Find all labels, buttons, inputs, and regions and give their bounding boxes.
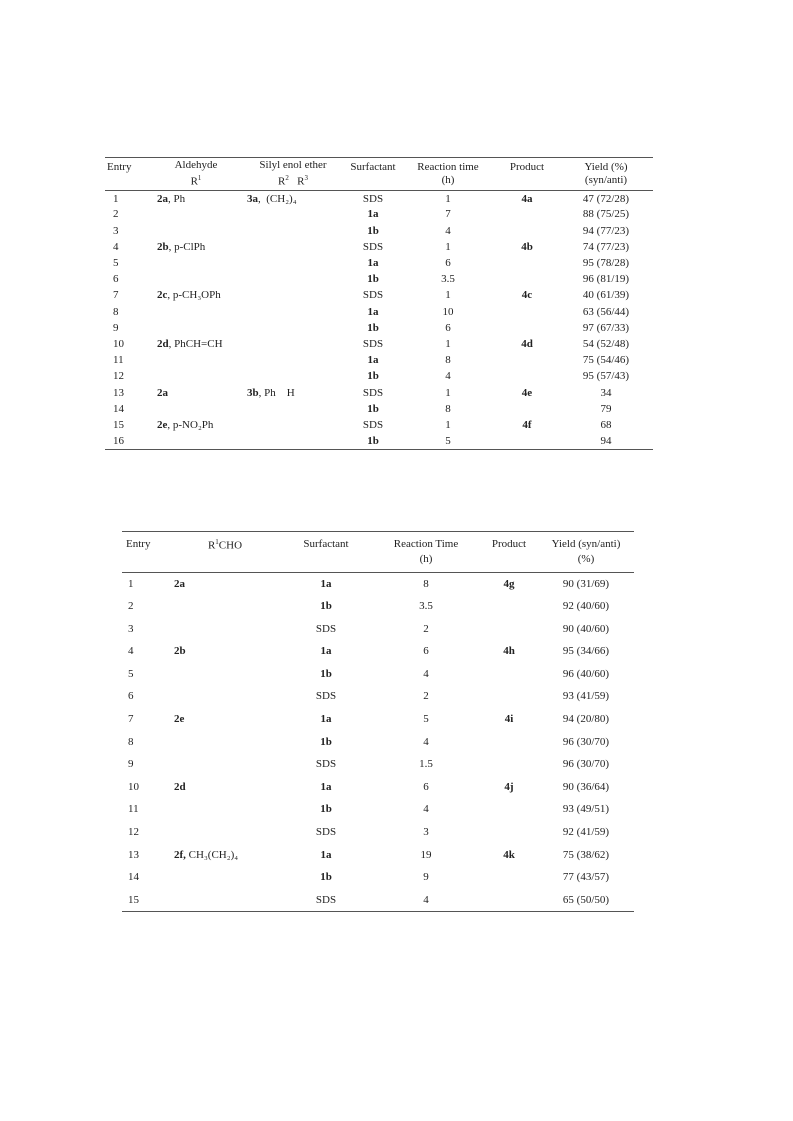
product-cell: 4i (504, 713, 514, 726)
entry-cell: 3 (113, 224, 119, 237)
header-surfactant: Surfactant (280, 532, 372, 573)
entry-cell: 7 (113, 289, 119, 302)
silyl-ether-cell (241, 223, 345, 239)
product-cell: 4d (521, 337, 533, 350)
reaction-time-cell: 6 (423, 645, 429, 658)
yield-cell: 92 (41/59) (562, 825, 610, 838)
aldehyde-label: 2b (174, 645, 186, 658)
silyl-ether-cell (241, 303, 345, 319)
table-row (122, 843, 634, 866)
yield-cell: 95 (78/28) (582, 257, 630, 269)
table-row (122, 595, 634, 618)
header-yield: Yield (syn/anti) (%) (538, 532, 634, 573)
surfactant-cell: 1a (320, 848, 332, 861)
product-cell (495, 352, 559, 368)
yield-cell: 92 (40/60) (562, 600, 610, 613)
surfactant-cell: SDS (362, 240, 384, 253)
entry-cell: 1 (113, 192, 119, 205)
reaction-time-cell: 3.5 (441, 273, 455, 286)
reaction-time-cell: 1 (445, 240, 451, 253)
surfactant-cell: 1b (367, 321, 379, 334)
table-row (105, 384, 653, 400)
yield-cell: 63 (56/44) (582, 305, 630, 318)
aldehyde-cell (170, 572, 280, 595)
surfactant-cell: 1b (320, 871, 332, 884)
surfactant-cell: 1b (320, 803, 332, 816)
product-cell (480, 595, 538, 618)
aldehyde-cell (151, 417, 241, 433)
yield-cell: 88 (75/25) (582, 208, 630, 221)
aldehyde-cell (151, 320, 241, 336)
reaction-time-cell: 2 (423, 690, 429, 703)
product-cell (495, 206, 559, 222)
surfactant-cell: 1b (367, 273, 379, 286)
table-row (105, 271, 653, 287)
yield-cell: 74 (77/23) (582, 240, 630, 253)
aldehyde-cell (151, 303, 241, 319)
silyl-ether-cell (241, 239, 345, 255)
header-reaction-time: Reaction Time (h) (372, 532, 480, 573)
yield-cell: 68 (600, 418, 612, 431)
silyl-ether-cell (241, 320, 345, 336)
surfactant-cell: SDS (315, 825, 337, 838)
reaction-time-cell: 1 (445, 418, 451, 431)
aldehyde-cell (170, 640, 280, 663)
product-cell (480, 888, 538, 911)
silyl-ether-cell (241, 368, 345, 384)
table-row (105, 401, 653, 417)
yield-cell: 94 (20/80) (562, 713, 610, 726)
surfactant-cell: 1a (367, 257, 379, 269)
table-row (122, 685, 634, 708)
header-rcho: $R^1CHO$ (170, 532, 280, 573)
entry-cell: 10 (128, 780, 139, 793)
reaction-time-cell: 1 (445, 386, 451, 399)
surfactant-cell: 1b (367, 224, 379, 237)
yield-cell: 96 (81/19) (582, 273, 630, 286)
silyl-ether-cell (241, 417, 345, 433)
yield-cell: 90 (36/64) (562, 780, 610, 793)
table-row (105, 206, 653, 222)
reaction-time-cell: 3 (423, 825, 429, 838)
entry-cell: 10 (113, 337, 124, 350)
surfactant-cell: 1a (320, 713, 332, 726)
entry-cell: 13 (113, 386, 124, 399)
surfactant-cell: 1a (367, 208, 379, 221)
table-row (105, 303, 653, 319)
yield-cell: 90 (31/69) (562, 577, 610, 590)
entry-cell: 1 (128, 577, 134, 590)
yield-cell: 97 (67/33) (582, 321, 630, 334)
reaction-time-cell: 1 (445, 192, 451, 205)
aldehyde-cell (151, 401, 241, 417)
header-aldehyde: Aldehyde $R^1$ (151, 158, 241, 191)
table-row (105, 239, 653, 255)
table-row (105, 287, 653, 303)
aldehyde-label: 2c (157, 289, 168, 302)
yield-cell: 96 (30/70) (562, 758, 610, 771)
surfactant-cell: SDS (362, 289, 384, 302)
entry-cell: 3 (128, 622, 134, 635)
silyl-ether-cell (241, 271, 345, 287)
entry-cell: 9 (113, 321, 119, 334)
silyl-ether-cell (241, 255, 345, 271)
aldehyde-label: 2a (174, 577, 185, 590)
reaction-time-cell: 5 (423, 713, 429, 726)
yield-cell: 34 (600, 386, 612, 399)
surfactant-cell: 1a (320, 645, 332, 658)
aldehyde-label: 2d (157, 337, 169, 350)
entry-cell: 16 (105, 433, 151, 449)
aldehyde-cell (151, 190, 241, 206)
surfactant-cell: SDS (362, 337, 384, 350)
aldehyde-cell (170, 685, 280, 708)
aldehyde-cell (170, 843, 280, 866)
aldehyde-cell (151, 352, 241, 368)
aldehyde-label: 2a (157, 386, 168, 399)
table-row (122, 866, 634, 889)
product-cell (480, 866, 538, 889)
surfactant-cell: 1a (320, 577, 332, 590)
aldehyde-cell (151, 271, 241, 287)
aldehyde-cell (170, 821, 280, 844)
aldehyde-cell (170, 708, 280, 731)
aldol-reaction-table-1 (105, 157, 653, 450)
table-row (122, 708, 634, 731)
yield-cell: 96 (30/70) (562, 735, 610, 748)
surfactant-cell: 1b (320, 600, 332, 613)
aldehyde-group: CH₃(CH₂)₄ (185, 848, 239, 861)
reaction-time-cell: 1.5 (419, 758, 433, 771)
entry-cell: 15 (113, 418, 124, 431)
aldehyde-cell (170, 663, 280, 686)
aldehyde-cell (151, 336, 241, 352)
product-cell: 4g (503, 577, 515, 590)
aldehyde-cell (151, 206, 241, 222)
aldehyde-cell (170, 595, 280, 618)
entry-cell: 6 (128, 690, 134, 703)
table-row (122, 753, 634, 776)
entry-cell: 2 (128, 600, 134, 613)
aldehyde-cell (151, 223, 241, 239)
header-entry: Entry (105, 158, 151, 191)
entry-cell: 5 (113, 257, 119, 269)
entry-cell: 13 (128, 848, 139, 861)
header-entry: Entry (122, 532, 170, 573)
silyl-ether-cell (241, 433, 345, 449)
entry-cell: 4 (113, 240, 119, 253)
product-cell (480, 821, 538, 844)
yield-cell: 95 (34/66) (562, 645, 610, 658)
yield-cell: 40 (61/39) (582, 289, 630, 302)
silyl-ether-label: 3a (247, 192, 258, 205)
aldehyde-cell (151, 433, 241, 449)
surfactant-cell: SDS (315, 622, 337, 635)
header-silyl-enol-ether: Silyl enol ether $R^2$ $R^3$ (241, 158, 345, 191)
header-yield: Yield (%) (syn/anti) (559, 158, 653, 191)
reaction-time-cell: 7 (445, 208, 451, 221)
entry-cell: 7 (128, 713, 134, 726)
surfactant-cell: 1a (367, 305, 379, 318)
entry-cell: 14 (113, 402, 124, 415)
yield-cell: 93 (49/51) (562, 803, 610, 816)
silyl-ether-cell (241, 206, 345, 222)
table-row (105, 223, 653, 239)
aldehyde-cell (170, 753, 280, 776)
yield-cell: 65 (50/50) (538, 888, 634, 911)
silyl-ether-cell (241, 287, 345, 303)
silyl-ether-label: 3b (247, 386, 259, 399)
product-cell (495, 303, 559, 319)
yield-cell: 54 (52/48) (582, 337, 630, 350)
surfactant-cell: 1a (320, 780, 332, 793)
aldehyde-group: , Ph (168, 192, 186, 205)
yield-cell: 95 (57/43) (582, 370, 630, 383)
product-cell (495, 320, 559, 336)
reaction-time-cell: 6 (445, 257, 451, 269)
table-row (105, 336, 653, 352)
table-row (122, 821, 634, 844)
entry-cell: 9 (128, 758, 134, 771)
table-2-body (122, 572, 634, 911)
product-cell (495, 401, 559, 417)
table-row (122, 663, 634, 686)
product-cell (480, 730, 538, 753)
table-row (122, 776, 634, 799)
aldehyde-cell (170, 866, 280, 889)
entry-cell: 11 (128, 803, 139, 816)
aldehyde-label: 2e (174, 713, 185, 726)
entry-cell: 8 (128, 735, 134, 748)
aldehyde-cell (170, 888, 280, 911)
yield-cell: 94 (559, 433, 653, 449)
entry-cell: 12 (128, 825, 139, 838)
surfactant-cell: 1b (320, 667, 332, 680)
surfactant-cell: 1b (367, 370, 379, 383)
table-1-header (105, 158, 653, 191)
reaction-time-cell: 1 (445, 337, 451, 350)
product-cell: 4k (503, 848, 515, 861)
reaction-time-cell: 8 (445, 402, 451, 415)
yield-cell: 79 (600, 402, 612, 415)
reaction-time-cell: 4 (423, 667, 429, 680)
surfactant-cell: SDS (362, 386, 384, 399)
yield-cell: 47 (72/28) (582, 192, 630, 205)
aldehyde-cell (170, 617, 280, 640)
reaction-time-cell: 4 (445, 370, 451, 383)
reaction-time-cell: 9 (423, 871, 429, 884)
aldehyde-cell (151, 239, 241, 255)
yield-cell: 75 (38/62) (562, 848, 610, 861)
product-cell: 4b (521, 240, 533, 253)
yield-cell: 96 (40/60) (562, 667, 610, 680)
surfactant-cell: 1a (367, 354, 379, 367)
reaction-time-cell: 4 (423, 735, 429, 748)
header-product: Product (495, 158, 559, 191)
product-cell: 4c (521, 289, 533, 302)
aldehyde-label: 2d (174, 780, 186, 793)
silyl-ether-cell (241, 190, 345, 206)
aldehyde-cell (151, 255, 241, 271)
header-reaction-time: Reaction time (h) (401, 158, 495, 191)
product-cell (495, 223, 559, 239)
header-product: Product (480, 532, 538, 573)
reaction-time-cell: 4 (372, 888, 480, 911)
entry-cell: 2 (113, 208, 119, 221)
reaction-time-cell: 3.5 (419, 600, 433, 613)
reaction-time-cell: 10 (442, 305, 454, 318)
table-row (105, 190, 653, 206)
yield-cell: 77 (43/57) (562, 871, 610, 884)
product-cell: 4f (522, 418, 532, 431)
product-cell (480, 663, 538, 686)
reaction-time-cell: 6 (423, 780, 429, 793)
header-surfactant: Surfactant (345, 158, 401, 191)
reaction-time-cell: 8 (445, 354, 451, 367)
aldehyde-cell (151, 368, 241, 384)
entry-cell: 11 (113, 354, 124, 367)
aldehyde-label: 2b (157, 240, 169, 253)
entry-cell: 6 (113, 273, 119, 286)
reaction-time-cell: 4 (445, 224, 451, 237)
surfactant-cell: SDS (362, 418, 384, 431)
aldehyde-cell (170, 730, 280, 753)
product-cell: 4e (521, 386, 533, 399)
surfactant-cell: 1b (320, 735, 332, 748)
entry-cell: 15 (122, 888, 170, 911)
product-cell: 4a (521, 192, 533, 205)
table-row (105, 352, 653, 368)
table-row (105, 433, 653, 449)
entry-cell: 12 (113, 370, 124, 383)
table-row (105, 417, 653, 433)
product-cell: 4h (503, 645, 515, 658)
aldehyde-group: , PhCH=CH (168, 337, 223, 350)
aldehyde-label: 2f, (174, 848, 186, 861)
entry-cell: 4 (128, 645, 134, 658)
product-cell (495, 271, 559, 287)
aldol-reaction-table-2 (122, 531, 634, 912)
silyl-ether-cell (241, 384, 345, 400)
silyl-ether-group: , Ph H (258, 386, 295, 399)
entry-cell: 5 (128, 667, 134, 680)
product-cell (480, 685, 538, 708)
aldehyde-cell (151, 384, 241, 400)
reaction-time-cell: 8 (423, 577, 429, 590)
reaction-time-cell: 6 (445, 321, 451, 334)
table-row (105, 255, 653, 271)
aldehyde-group: , p-CH₃OPh (167, 289, 221, 302)
silyl-ether-group: , (CH₂)₄ (258, 192, 297, 205)
aldehyde-cell (170, 776, 280, 799)
product-cell (495, 433, 559, 449)
surfactant-cell: SDS (280, 888, 372, 911)
reaction-time-cell: 5 (401, 433, 495, 449)
table-row (122, 798, 634, 821)
table-row (105, 368, 653, 384)
aldehyde-cell (170, 798, 280, 821)
silyl-ether-cell (241, 401, 345, 417)
surfactant-cell: SDS (315, 758, 337, 771)
aldehyde-label: 2e (157, 418, 168, 431)
table-2-header (122, 532, 634, 573)
product-cell (480, 753, 538, 776)
yield-cell: 90 (40/60) (562, 622, 610, 635)
product-cell: 4j (504, 780, 514, 793)
table-1-body (105, 190, 653, 449)
reaction-time-cell: 4 (423, 803, 429, 816)
aldehyde-group: , p-ClPh (168, 240, 206, 253)
silyl-ether-cell (241, 336, 345, 352)
reaction-time-cell: 2 (423, 622, 429, 635)
aldehyde-cell (151, 287, 241, 303)
entry-cell: 8 (113, 305, 119, 318)
surfactant-cell: SDS (315, 690, 337, 703)
product-cell (480, 617, 538, 640)
surfactant-cell: 1b (345, 433, 401, 449)
table-row (122, 730, 634, 753)
yield-cell: 94 (77/23) (582, 224, 630, 237)
product-cell (480, 798, 538, 821)
aldehyde-label: 2a (157, 192, 168, 205)
table-row (122, 640, 634, 663)
yield-cell: 75 (54/46) (582, 354, 630, 367)
aldehyde-group: , p-NO₂Ph (167, 418, 214, 431)
silyl-ether-cell (241, 352, 345, 368)
reaction-time-cell: 19 (420, 848, 432, 861)
product-cell (495, 368, 559, 384)
surfactant-cell: 1b (367, 402, 379, 415)
table-row (105, 320, 653, 336)
entry-cell: 14 (128, 871, 139, 884)
product-cell (495, 255, 559, 271)
yield-cell: 93 (41/59) (562, 690, 610, 703)
table-row (122, 888, 634, 911)
reaction-time-cell: 1 (445, 289, 451, 302)
table-row (122, 572, 634, 595)
surfactant-cell: SDS (362, 192, 384, 205)
table-row (122, 617, 634, 640)
